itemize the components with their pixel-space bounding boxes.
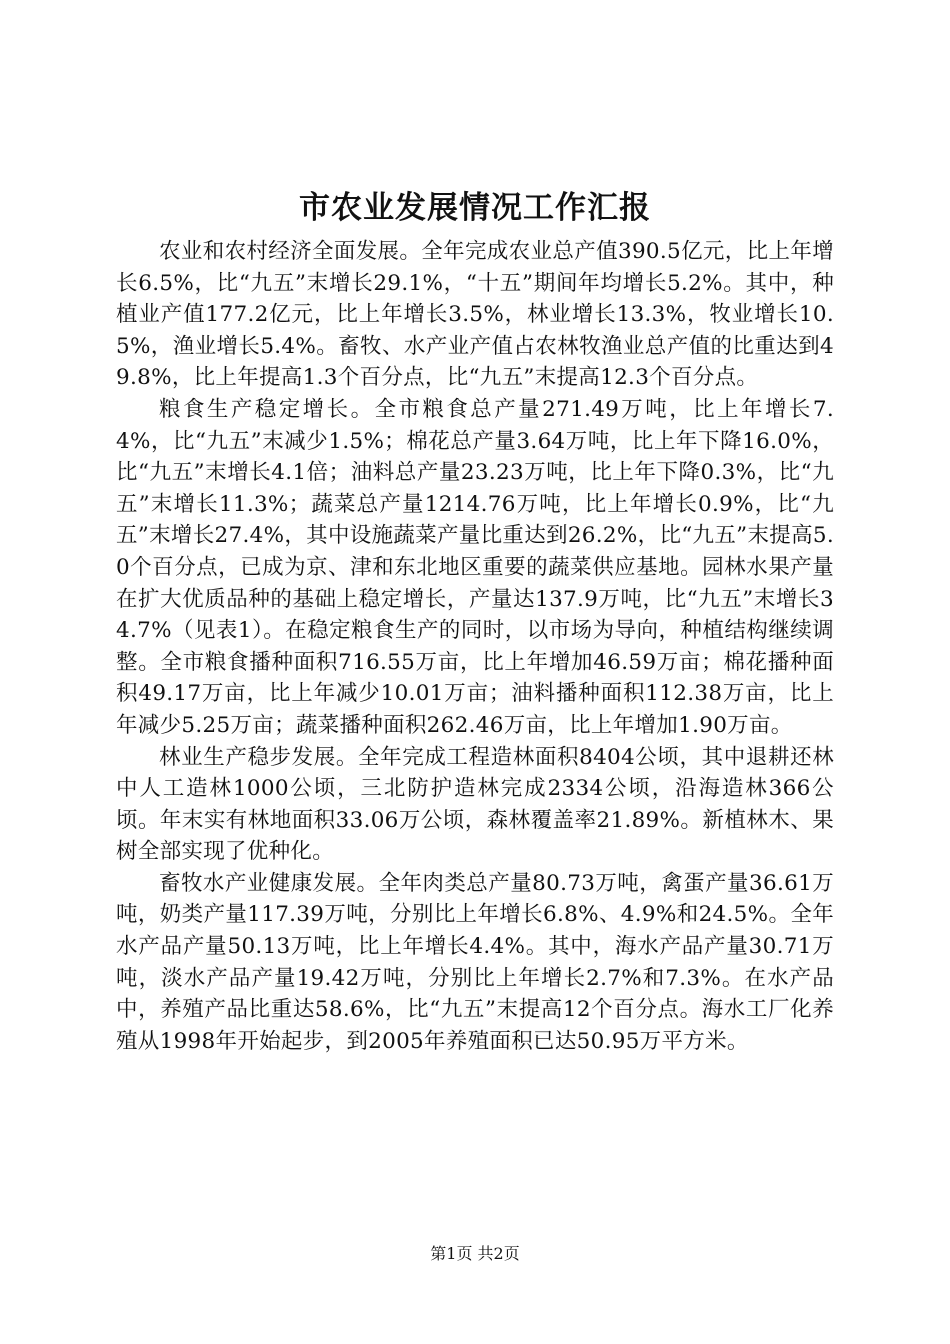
document-body — [116, 236, 834, 1057]
paragraph-forestry: 林业生产稳步发展。全年完成工程造林面积8404公顷，其中退耕还林中人工造林1000公顷，三北防护造林完成2334公顷，沿海造林366公顷。年末实有林地面积33.06万公顷，森林覆盖率21.89%。新植林木、果树全部实现了优种化。 — [116, 744, 834, 865]
paragraph-livestock-aquatic: 畜牧水产业健康发展。全年肉类总产量80.73万吨，禽蛋产量36.61万吨，奶类产量117.39万吨，分别比上年增长6.8%、4.9%和24.5%。全年水产品产量50.13万吨，比上年增长4.4%。其中，海水产品产量30.71万吨，淡水产品产量19.42万吨，分别比上年增长2.7%和7.3%。在水产品中，养殖产品比重达58.6%，比“九五”末提高12个百分点。海水工厂化养殖从1998年开始起步，到2005年养殖面积已达50.95万平方米。 — [116, 870, 834, 1054]
paragraph-agriculture-overview: 农业和农村经济全面发展。全年完成农业总产值390.5亿元，比上年增长6.5%，比“九五”末增长29.1%，“十五”期间年均增长5.2%。其中，种植业产值177.2亿元，比上年增长3.5%，林业增长13.3%，牧业增长10.5%，渔业增长5.4%。畜牧、水产业产值占农林牧渔业总产值的比重达到49.8%，比上年提高1.3个百分点，比“九五”末提高12.3个百分点。 — [116, 239, 834, 391]
paragraph-grain-production: 粮食生产稳定增长。全市粮食总产量271.49万吨，比上年增长7.4%，比“九五”末减少1.5%；棉花总产量3.64万吨，比上年下降16.0%，比“九五”末增长4.1倍；油料总产量23.23万吨，比上年下降0.3%，比“九五”末增长11.3%；蔬菜总产量1214.76万吨，比上年增长0.9%，比“九五”末增长27.4%，其中设施蔬菜产量比重达到26.2%，比“九五”末提高5.0个百分点，已成为京、津和东北地区重要的蔬菜供应基地。园林水果产量在扩大优质品种的基础上稳定增长，产量达137.9万吨，比“九五”末增长34.7%（见表1）。在稳定粮食生产的同时，以市场为导向，种植结构继续调整。全市粮食播种面积716.55万亩，比上年增加46.59万亩；棉花播种面积49.17万亩，比上年减少10.01万亩；油料播种面积112.38万亩，比上年减少5.25万亩；蔬菜播种面积262.46万亩，比上年增加1.90万亩。 — [116, 396, 834, 738]
page-number-footer: 第1页 共2页 — [430, 1244, 520, 1263]
document-title: 市农业发展情况工作汇报 — [299, 190, 651, 226]
